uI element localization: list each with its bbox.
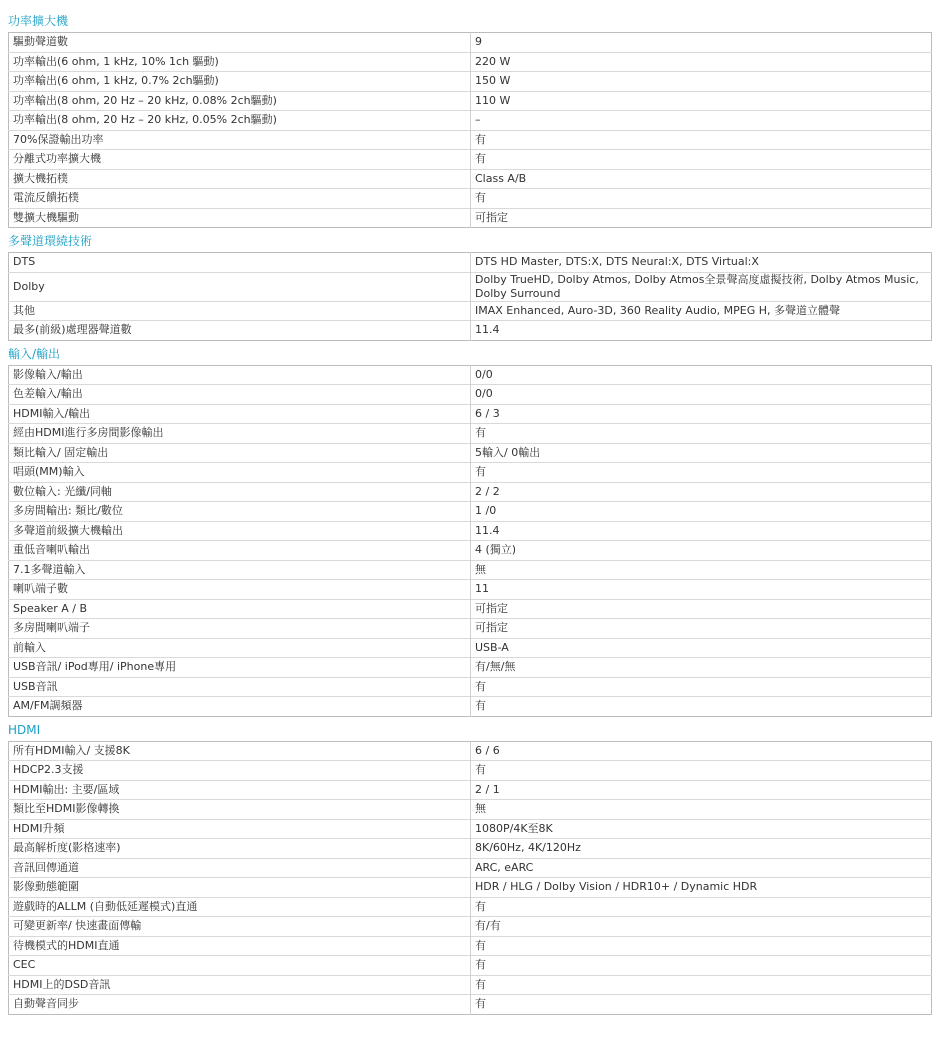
spec-label: 數位輸入: 光纖/同軸 — [9, 482, 471, 502]
spec-label: HDMI輸出: 主要/區域 — [9, 780, 471, 800]
table-row — [9, 677, 932, 697]
table-row — [9, 253, 932, 273]
spec-value: 有 — [471, 975, 932, 995]
section-title: 輸入/輸出 — [8, 346, 61, 361]
table-row — [9, 272, 932, 301]
table-row — [9, 72, 932, 92]
table-row — [9, 761, 932, 781]
table-row — [9, 150, 932, 170]
table-row — [9, 541, 932, 561]
spec-value: 可指定 — [471, 208, 932, 228]
table-row — [9, 91, 932, 111]
spec-value: 有 — [471, 995, 932, 1015]
table-row — [9, 638, 932, 658]
spec-value: 1 /0 — [471, 502, 932, 522]
table-row — [9, 502, 932, 522]
table-row — [9, 897, 932, 917]
spec-label: 類比至HDMI影像轉換 — [9, 800, 471, 820]
spec-label: 其他 — [9, 301, 471, 321]
table-row — [9, 936, 932, 956]
section-title: 多聲道環繞技術 — [8, 234, 93, 248]
spec-label: 雙擴大機驅動 — [9, 208, 471, 228]
spec-value: 可指定 — [471, 599, 932, 619]
spec-value: Dolby TrueHD, Dolby Atmos, Dolby Atmos全景聲高度虛擬技術, Dolby Atmos Music, Dolby Surround — [471, 272, 932, 301]
spec-label: 待機模式的HDMI直通 — [9, 936, 471, 956]
table-row — [9, 975, 932, 995]
spec-value: 4 (獨立) — [471, 541, 932, 561]
spec-value: 150 W — [471, 72, 932, 92]
section-title: 功率擴大機 — [8, 14, 69, 28]
spec-value: HDR / HLG / Dolby Vision / HDR10+ / Dynamic HDR — [471, 878, 932, 898]
table-row — [9, 424, 932, 444]
table-row — [9, 878, 932, 898]
spec-value: 0/0 — [475, 367, 493, 381]
table-row — [9, 917, 932, 937]
table-row — [9, 741, 932, 761]
table-row — [9, 321, 932, 341]
spec-value: ARC, eARC — [471, 858, 932, 878]
spec-section — [8, 719, 932, 1015]
spec-value: 0/0 — [471, 385, 932, 405]
spec-label: 自動聲音同步 — [9, 995, 471, 1015]
spec-value: 有 — [471, 130, 932, 150]
spec-section — [8, 10, 932, 228]
spec-value: 11 — [471, 580, 932, 600]
spec-label: 前輸入 — [9, 638, 471, 658]
spec-label: 可變更新率/ 快速畫面傳輸 — [9, 917, 471, 937]
spec-section — [8, 343, 932, 717]
spec-label: 最高解析度(影格速率) — [9, 839, 471, 859]
table-row — [9, 819, 932, 839]
spec-label: HDMI輸入/輸出 — [9, 404, 471, 424]
table-row — [9, 780, 932, 800]
spec-value: USB-A — [471, 638, 932, 658]
table-row — [9, 385, 932, 405]
spec-label: 多房間喇叭端子 — [9, 619, 471, 639]
spec-label: 功率輸出(6 ohm, 1 kHz, 10% 1ch 驅動) — [9, 52, 471, 72]
spec-value: 有/有 — [471, 917, 932, 937]
spec-value: 有 — [471, 761, 932, 781]
table-row — [9, 658, 932, 678]
spec-label: 多房間輸出: 類比/數位 — [9, 502, 471, 522]
spec-value: 有 — [471, 463, 932, 483]
spec-value: 有/無/無 — [471, 658, 932, 678]
spec-value: 2 / 2 — [471, 482, 932, 502]
table-row — [9, 697, 932, 717]
table-row — [9, 839, 932, 859]
table-row — [9, 130, 932, 150]
spec-label: 遊戲時的ALLM (自動低延遲模式)直通 — [9, 897, 471, 917]
spec-value: 有 — [471, 897, 932, 917]
spec-value: 11.4 — [471, 321, 932, 341]
table-row — [9, 463, 932, 483]
spec-value: 110 W — [471, 91, 932, 111]
spec-label: 功率輸出(6 ohm, 1 kHz, 0.7% 2ch驅動) — [9, 72, 471, 92]
table-row — [9, 800, 932, 820]
table-row — [9, 208, 932, 228]
spec-label: 重低音喇叭輸出 — [9, 541, 471, 561]
spec-label: HDMI上的DSD音訊 — [9, 975, 471, 995]
spec-label: USB音訊 — [9, 677, 471, 697]
table-row — [9, 189, 932, 209]
table-row — [9, 599, 932, 619]
spec-label: AM/FM調頻器 — [9, 697, 471, 717]
spec-value: 有 — [471, 189, 932, 209]
spec-label: 7.1多聲道輸入 — [9, 560, 471, 580]
spec-label: 最多(前級)處理器聲道數 — [9, 321, 471, 341]
table-row — [9, 956, 932, 976]
spec-value: – — [471, 111, 932, 131]
spec-value: IMAX Enhanced, Auro-3D, 360 Reality Audio, MPEG H, 多聲道立體聲 — [471, 301, 932, 321]
spec-label: 類比輸入/ 固定輸出 — [9, 443, 471, 463]
spec-label: 分離式功率擴大機 — [9, 150, 471, 170]
table-row — [9, 33, 932, 53]
spec-label: 多聲道前級擴大機輸出 — [9, 521, 471, 541]
spec-label: 唱頭(MM)輸入 — [9, 463, 471, 483]
table-row — [9, 404, 932, 424]
spec-section — [8, 230, 932, 341]
spec-value: 無 — [471, 560, 932, 580]
spec-label: 功率輸出(8 ohm, 20 Hz – 20 kHz, 0.08% 2ch驅動) — [9, 91, 471, 111]
spec-value: 8K/60Hz, 4K/120Hz — [471, 839, 932, 859]
spec-label: 電流反饋拓樸 — [9, 189, 471, 209]
spec-value: DTS HD Master, DTS:X, DTS Neural:X, DTS Virtual:X — [475, 255, 759, 269]
spec-value: 可指定 — [471, 619, 932, 639]
table-row — [9, 52, 932, 72]
table-row — [9, 619, 932, 639]
spec-value: 5輸入/ 0輸出 — [471, 443, 932, 463]
spec-table — [8, 252, 932, 341]
spec-value: 有 — [471, 956, 932, 976]
table-row — [9, 995, 932, 1015]
spec-value: 無 — [471, 800, 932, 820]
spec-label: 驅動聲道數 — [9, 33, 471, 53]
table-row — [9, 443, 932, 463]
spec-label: 影像動態範圍 — [9, 878, 471, 898]
spec-value: Class A/B — [471, 169, 932, 189]
table-row — [9, 365, 932, 385]
spec-value: 6 / 3 — [471, 404, 932, 424]
spec-value: 有 — [471, 697, 932, 717]
table-row — [9, 111, 932, 131]
spec-label: Speaker A / B — [9, 599, 471, 619]
spec-value: 有 — [471, 936, 932, 956]
spec-value: 220 W — [471, 52, 932, 72]
spec-label: 音訊回傳通道 — [9, 858, 471, 878]
spec-table — [8, 741, 932, 1015]
spec-label: 所有HDMI輸入/ 支援8K — [9, 741, 471, 761]
spec-table — [8, 32, 932, 228]
spec-label: 色差輸入/輸出 — [9, 385, 471, 405]
table-row — [9, 301, 932, 321]
spec-value: 6 / 6 — [475, 743, 500, 757]
spec-label: HDCP2.3支援 — [9, 761, 471, 781]
section-title: HDMI — [8, 722, 41, 737]
table-row — [9, 482, 932, 502]
spec-value: 11.4 — [471, 521, 932, 541]
spec-label: 經由HDMI進行多房間影像輸出 — [9, 424, 471, 444]
table-row — [9, 858, 932, 878]
spec-label: HDMI升頻 — [9, 819, 471, 839]
spec-value: 有 — [471, 150, 932, 170]
spec-label: CEC — [9, 956, 471, 976]
spec-label: 功率輸出(8 ohm, 20 Hz – 20 kHz, 0.05% 2ch驅動) — [9, 111, 471, 131]
spec-label: USB音訊/ iPod專用/ iPhone專用 — [9, 658, 471, 678]
spec-label: 70%保證輸出功率 — [9, 130, 471, 150]
table-row — [9, 580, 932, 600]
table-row — [9, 169, 932, 189]
spec-value: 有 — [471, 424, 932, 444]
spec-value: 有 — [471, 677, 932, 697]
spec-label: 擴大機拓樸 — [9, 169, 471, 189]
table-row — [9, 560, 932, 580]
spec-label: 影像輸入/輸出 — [9, 365, 471, 385]
spec-label: Dolby — [9, 272, 471, 301]
spec-table — [8, 365, 932, 717]
spec-value: 1080P/4K至8K — [471, 819, 932, 839]
spec-label: DTS — [9, 253, 471, 273]
table-row — [9, 521, 932, 541]
spec-label: 喇叭端子數 — [9, 580, 471, 600]
spec-value: 2 / 1 — [471, 780, 932, 800]
spec-value: 9 — [475, 35, 482, 49]
